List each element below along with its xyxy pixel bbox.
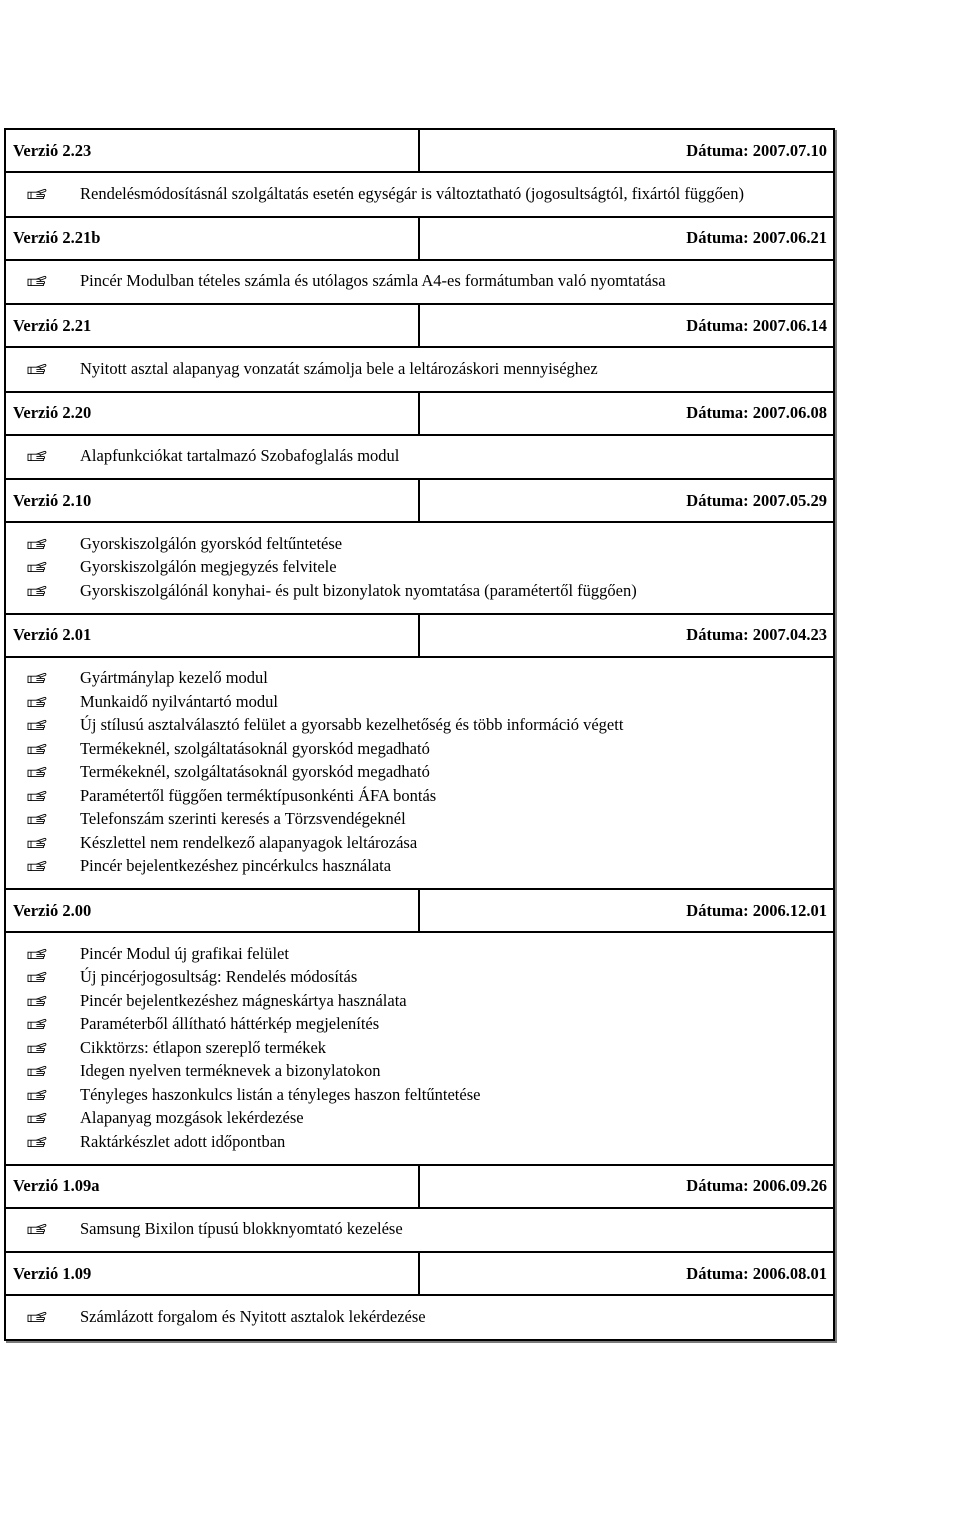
version-header-row: [6, 130, 833, 173]
version-header-row: [6, 305, 833, 348]
change-text: Raktárkészlet adott időpontban: [80, 1131, 286, 1151]
change-text: Rendelésmódosításnál szolgáltatás esetén egységár is változtatható (jogosultságtól, fixártól függően): [80, 183, 744, 203]
version-label: Verzió 2.23: [6, 130, 420, 171]
pointing-hand-icon: [27, 537, 47, 551]
version-header-row: [6, 218, 833, 261]
change-text: Pincér Modul új grafikai felület: [80, 943, 289, 963]
change-item: [6, 1013, 833, 1037]
version-date: Dátuma: 2006.09.26: [686, 1176, 827, 1195]
version-changes: [6, 1296, 833, 1339]
change-text: Pincér Modulban tételes számla és utólagos számla A4-es formátumban való nyomtatása: [80, 271, 666, 291]
pointing-hand-icon: [27, 362, 47, 376]
version-header-row: [6, 890, 833, 933]
change-text: Új pincérjogosultság: Rendelés módosítás: [80, 967, 358, 987]
change-item: [6, 1218, 833, 1242]
pointing-hand-icon: [27, 765, 47, 779]
pointing-hand-icon: [27, 718, 47, 732]
change-text: Samsung Bixilon típusú blokknyomtató kezelése: [80, 1219, 403, 1239]
pointing-hand-icon: [27, 947, 47, 961]
version-date: Dátuma: 2006.08.01: [686, 1263, 827, 1283]
version-label: Verzió 2.21b: [6, 218, 420, 259]
change-text: Nyitott asztal alapanyag vonzatát számolja bele a leltározáskori mennyiséghez: [80, 358, 598, 378]
change-text: Paraméterből állítható háttérkép megjelenítés: [80, 1014, 380, 1034]
version-date: Dátuma: 2007.05.29: [686, 490, 827, 510]
version-label: Verzió 2.01: [6, 615, 420, 656]
pointing-hand-icon: [27, 187, 47, 201]
version-label: Verzió 2.10: [6, 480, 420, 521]
change-item: [6, 270, 833, 294]
pointing-hand-icon: [27, 449, 47, 463]
version-label: Verzió 2.21: [6, 305, 420, 346]
change-item: [6, 808, 833, 832]
version-changes: [6, 658, 833, 891]
change-text: Munkaidő nyilvántartó modul: [80, 691, 278, 711]
change-text: Új stílusú asztalválasztó felület a gyorsabb kezelhetőség és több információ végett: [80, 715, 624, 735]
pointing-hand-icon: [27, 584, 47, 598]
change-text: Számlázott forgalom és Nyitott asztalok lekérdezése: [80, 1306, 426, 1326]
change-item: [6, 1305, 833, 1329]
change-item: [6, 831, 833, 855]
pointing-hand-icon: [27, 859, 47, 873]
change-item: [6, 357, 833, 381]
version-changes: [6, 523, 833, 615]
version-date: Dátuma: 2007.06.21: [686, 228, 827, 247]
version-date: Dátuma: 2006.12.01: [686, 900, 827, 920]
version-changes: [6, 348, 833, 393]
change-text: Idegen nyelven terméknevek a bizonylatokon: [80, 1061, 381, 1081]
pointing-hand-icon: [27, 1088, 47, 1102]
version-date: Dátuma: 2007.06.14: [686, 315, 827, 335]
change-text: Pincér bejelentkezéshez pincérkulcs használata: [80, 856, 392, 876]
pointing-hand-icon: [27, 742, 47, 756]
change-text: Gyorskiszolgálónál konyhai- és pult bizonylatok nyomtatása (paramétertől függően): [80, 580, 637, 600]
change-text: Alapanyag mozgások lekérdezése: [80, 1108, 304, 1128]
pointing-hand-icon: [27, 671, 47, 685]
change-text: Cikktörzs: étlapon szereplő termékek: [80, 1037, 327, 1057]
version-changes: [6, 1209, 833, 1254]
change-item: [6, 1060, 833, 1084]
change-text: Készlettel nem rendelkező alapanyagok leltározása: [80, 832, 418, 852]
version-date: Dátuma: 2007.04.23: [686, 625, 827, 644]
change-item: [6, 761, 833, 785]
pointing-hand-icon: [27, 274, 47, 288]
version-label: Verzió 1.09: [6, 1253, 420, 1294]
change-item: [6, 445, 833, 469]
change-item: [6, 556, 833, 580]
pointing-hand-icon: [27, 1222, 47, 1236]
version-header-row: [6, 480, 833, 523]
change-item: [6, 784, 833, 808]
change-item: [6, 667, 833, 691]
pointing-hand-icon: [27, 1135, 47, 1149]
change-item: [6, 1107, 833, 1131]
pointing-hand-icon: [27, 789, 47, 803]
version-date: Dátuma: 2007.07.10: [686, 140, 827, 160]
version-date: Dátuma: 2007.06.08: [686, 403, 827, 422]
change-item: [6, 1036, 833, 1060]
changelog-table: [4, 128, 835, 1341]
change-text: Termékeknél, szolgáltatásoknál gyorskód megadható: [80, 738, 430, 758]
version-header-row: [6, 1253, 833, 1296]
change-item: [6, 1083, 833, 1107]
change-text: Pincér bejelentkezéshez mágneskártya használata: [80, 990, 407, 1010]
change-item: [6, 182, 833, 206]
pointing-hand-icon: [27, 560, 47, 574]
change-item: [6, 579, 833, 603]
version-label: Verzió 2.20: [6, 393, 420, 434]
change-text: Gyártmánylap kezelő modul: [80, 668, 268, 688]
version-label: Verzió 2.00: [6, 890, 420, 931]
change-text: Tényleges haszonkulcs listán a tényleges haszon feltűntetése: [80, 1084, 481, 1104]
version-header-row: [6, 393, 833, 436]
pointing-hand-icon: [27, 994, 47, 1008]
change-text: Gyorskiszolgálón megjegyzés felvitele: [80, 557, 337, 577]
version-changes: [6, 436, 833, 481]
change-item: [6, 966, 833, 990]
pointing-hand-icon: [27, 1310, 47, 1324]
version-changes: [6, 933, 833, 1166]
change-item: [6, 714, 833, 738]
version-header-row: [6, 1166, 833, 1209]
version-changes: [6, 173, 833, 218]
change-item: [6, 690, 833, 714]
pointing-hand-icon: [27, 970, 47, 984]
change-text: Telefonszám szerinti keresés a Törzsvendégeknél: [80, 809, 406, 829]
version-label: Verzió 1.09a: [6, 1166, 420, 1207]
pointing-hand-icon: [27, 836, 47, 850]
pointing-hand-icon: [27, 1017, 47, 1031]
change-text: Alapfunkciókat tartalmazó Szobafoglalás modul: [80, 446, 400, 466]
change-item: [6, 1130, 833, 1154]
pointing-hand-icon: [27, 1041, 47, 1055]
version-changes: [6, 261, 833, 306]
change-text: Gyorskiszolgálón gyorskód feltűntetése: [80, 533, 343, 553]
pointing-hand-icon: [27, 812, 47, 826]
change-item: [6, 855, 833, 879]
change-item: [6, 942, 833, 966]
version-header-row: [6, 615, 833, 658]
pointing-hand-icon: [27, 1064, 47, 1078]
change-item: [6, 737, 833, 761]
change-text: Paramétertől függően terméktípusonkénti ÁFA bontás: [80, 785, 437, 805]
pointing-hand-icon: [27, 695, 47, 709]
change-text: Termékeknél, szolgáltatásoknál gyorskód megadható: [80, 762, 430, 782]
change-item: [6, 532, 833, 556]
pointing-hand-icon: [27, 1111, 47, 1125]
change-item: [6, 989, 833, 1013]
